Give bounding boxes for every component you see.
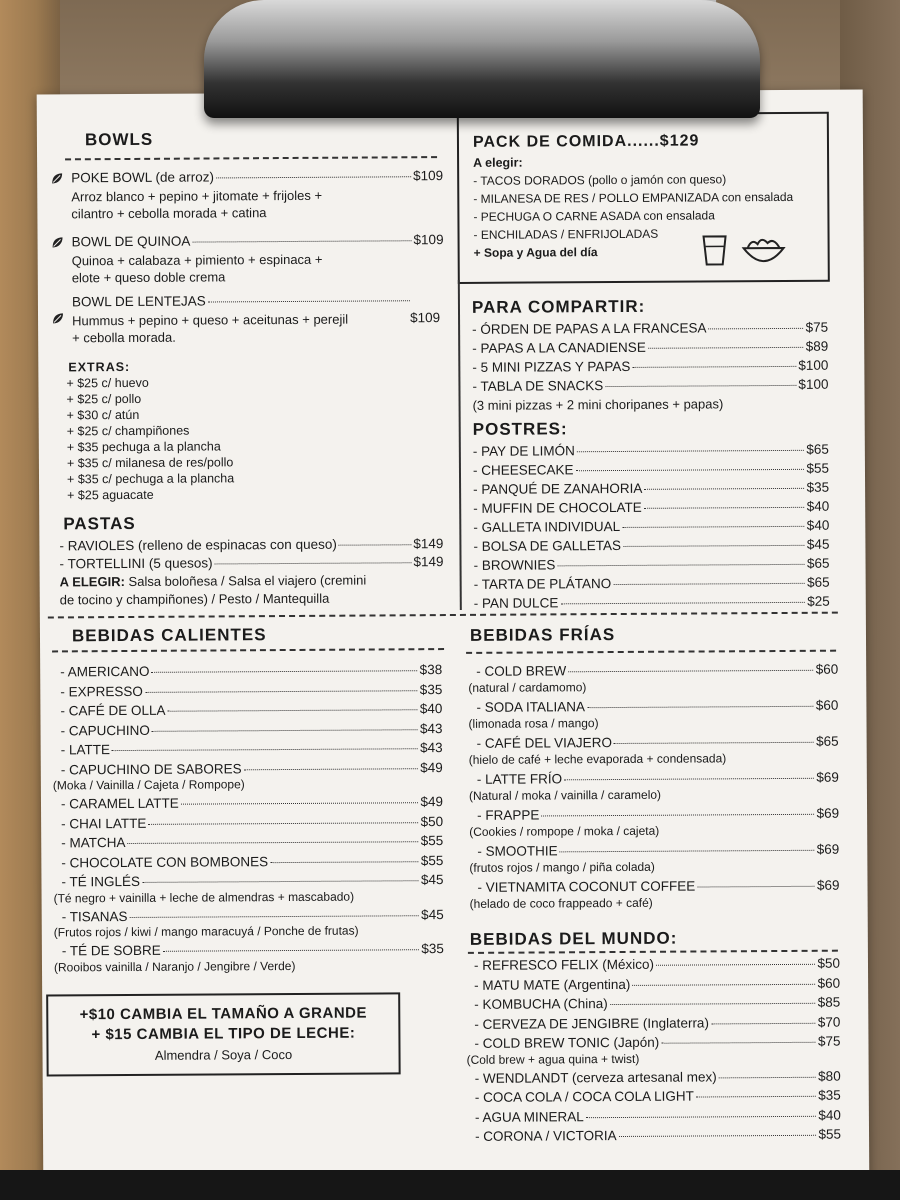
item-price: $100 <box>798 376 829 392</box>
menu-item <box>61 721 443 738</box>
salad-bowl-icon <box>742 234 786 266</box>
leader-dots <box>560 602 805 604</box>
clipboard-clip <box>204 0 760 118</box>
menu-paper <box>37 89 870 1188</box>
leader-dots <box>152 729 418 732</box>
item-name: - MUFFIN DE CHOCOLATE <box>473 499 642 516</box>
leader-dots <box>192 240 411 242</box>
item-price: $49 <box>420 794 444 810</box>
menu-item <box>475 1088 841 1105</box>
menu-item <box>72 292 412 309</box>
leader-dots <box>711 1022 816 1024</box>
compartir-title: PARA COMPARTIR: <box>471 296 646 317</box>
leader-dots <box>208 300 410 302</box>
item-detail: (Cookies / rompope / moka / cajeta) <box>469 823 660 839</box>
item-name: - PAY DE LIMÓN <box>472 443 575 459</box>
item-name: - WENDLANDT (cerveza artesanal mex) <box>474 1068 717 1086</box>
item-name: - MATU MATE (Argentina) <box>474 976 631 993</box>
item-name: - KOMBUCHA (China) <box>474 996 608 1012</box>
item-price: $55 <box>420 833 444 849</box>
leader-dots <box>661 1042 816 1044</box>
menu-item <box>473 461 829 478</box>
leader-dots <box>610 1003 816 1005</box>
item-price: $60 <box>815 661 839 677</box>
menu-item <box>473 537 829 554</box>
item-name: - CARAMEL LATTE <box>60 795 179 812</box>
leader-dots <box>708 328 803 330</box>
pack-title: PACK DE COMIDA......$129 <box>472 132 700 151</box>
item-name: BOWL DE LENTEJAS <box>71 293 206 310</box>
item-price: $75 <box>805 319 829 335</box>
mundo-divider <box>468 950 838 954</box>
item-name: - SMOOTHIE <box>477 843 558 859</box>
item-name: - MATCHA <box>61 835 126 851</box>
item-price: $65 <box>807 574 830 590</box>
leaf-icon <box>52 312 64 324</box>
item-price: $109 <box>413 232 444 248</box>
calientes-title: BEBIDAS CALIENTES <box>71 625 267 646</box>
menu-item <box>61 740 443 757</box>
item-name: - FRAPPE <box>477 807 540 823</box>
item-price: $35 <box>806 479 830 495</box>
menu-item <box>477 770 839 787</box>
extra-item: + $35 c/ pechuga a la plancha <box>66 471 235 487</box>
leader-dots <box>112 748 418 751</box>
pack-item: - ENCHILADAS / ENFRIJOLADAS <box>473 226 659 242</box>
menu-item <box>474 956 840 973</box>
leader-dots <box>576 469 805 471</box>
menu-item <box>476 662 838 679</box>
mundo-title: BEBIDAS DEL MUNDO: <box>469 928 678 949</box>
menu-item <box>59 554 443 571</box>
item-price: $55 <box>806 460 830 476</box>
extra-item: + $25 aguacate <box>67 487 154 503</box>
leader-dots <box>648 347 804 349</box>
item-name: - 5 MINI PIZZAS Y PAPAS <box>472 358 631 375</box>
item-price: $50 <box>420 813 444 829</box>
bowls-divider <box>65 156 437 160</box>
menu-item <box>477 842 839 859</box>
leader-dots <box>145 690 418 693</box>
leader-dots <box>697 886 815 888</box>
pack-item: - MILANESA DE RES / POLLO EMPANIZADA con ensalada <box>473 189 794 206</box>
item-price: $109 <box>409 310 441 326</box>
item-price: $55 <box>818 1126 842 1142</box>
item-price: $65 <box>816 733 839 749</box>
item-name: - REFRESCO FELIX (México) <box>473 956 655 973</box>
menu-item <box>474 575 830 592</box>
menu-item <box>61 853 443 870</box>
item-name: - TARTA DE PLÁTANO <box>473 576 612 592</box>
item-price: $35 <box>421 941 444 957</box>
item-detail: (frutos rojos / mango / piña colada) <box>469 859 655 875</box>
extra-item: + $35 c/ milanesa de res/pollo <box>66 455 234 471</box>
item-price: $45 <box>421 906 444 922</box>
item-price: $70 <box>817 1014 841 1030</box>
item-price: $100 <box>798 357 829 373</box>
leader-dots <box>560 850 815 853</box>
item-price: $35 <box>419 681 443 697</box>
menu-item <box>474 975 840 992</box>
menu-item <box>60 662 442 679</box>
item-name: - COLD BREW TONIC (Japón) <box>474 1034 660 1051</box>
item-name: - BOLSA DE GALLETAS <box>473 537 622 554</box>
item-price: $109 <box>413 168 444 184</box>
leader-dots <box>586 1115 817 1117</box>
item-desc: Quinoa + calabaza + pimiento + espinaca + <box>71 251 323 269</box>
leader-dots <box>215 562 412 564</box>
menu-item <box>61 833 443 850</box>
leader-dots <box>614 742 814 744</box>
item-name: - CAPUCHINO <box>60 722 150 738</box>
pack-choose-label: A elegir: <box>473 155 523 170</box>
item-price: $69 <box>816 769 839 785</box>
item-name: - EXPRESSO <box>60 683 143 699</box>
item-price: $38 <box>419 662 443 678</box>
item-price: $45 <box>806 536 830 552</box>
promo-line: +$10 CAMBIA EL TAMAÑO A GRANDE <box>79 1004 368 1024</box>
leader-dots <box>644 488 804 490</box>
item-detail: (Té negro + vainilla + leche de almendras + mascabado) <box>53 889 355 905</box>
menu-item <box>472 358 828 375</box>
frias-divider <box>466 650 836 654</box>
leader-dots <box>622 526 805 528</box>
choose-text: Salsa boloñesa / Salsa el viajero (cremini <box>128 572 367 589</box>
choose-label: A ELEGIR: <box>59 574 125 590</box>
leader-dots <box>142 880 419 883</box>
menu-item <box>475 1068 841 1085</box>
item-price: $149 <box>413 554 444 570</box>
menu-item <box>475 1107 841 1124</box>
leader-dots <box>587 706 814 708</box>
calientes-divider <box>52 648 444 652</box>
item-desc: elote + queso doble crema <box>71 269 226 286</box>
menu-item <box>477 734 839 751</box>
item-name: - TORTELLINI (5 quesos) <box>59 555 213 572</box>
item-name: - RAVIOLES (relleno de espinacas con queso) <box>59 536 337 554</box>
item-price: $55 <box>420 852 444 868</box>
item-price: $69 <box>816 877 840 893</box>
extra-item: + $25 c/ huevo <box>66 375 149 391</box>
item-name: - CAFÉ DE OLLA <box>60 702 166 719</box>
menu-item <box>473 480 829 497</box>
item-price: $40 <box>806 517 830 533</box>
leader-dots <box>656 964 815 966</box>
item-price: $69 <box>816 841 840 857</box>
item-detail: (Frutos rojos / kiwi / mango maracuyá / Ponche de frutas) <box>53 923 359 940</box>
menu-item <box>473 499 829 516</box>
item-desc: Hummus + pepino + queso + aceitunas + perejil <box>72 311 349 329</box>
item-name: - AMERICANO <box>60 663 150 680</box>
menu-item <box>476 698 838 715</box>
leader-dots <box>216 176 411 178</box>
item-name: - LATTE FRÍO <box>476 771 563 787</box>
item-detail: (Natural / moka / vainilla / caramelo) <box>468 787 662 803</box>
item-price: $65 <box>806 555 830 571</box>
leader-dots <box>339 544 412 545</box>
extra-item: + $30 c/ atún <box>66 407 140 423</box>
item-detail: (natural / cardamomo) <box>468 680 587 695</box>
pastas-choose <box>60 573 367 590</box>
item-name: - TISANAS <box>61 908 128 924</box>
leader-dots <box>564 778 814 781</box>
item-detail: (helado de coco frappeado + café) <box>469 895 653 911</box>
leader-dots <box>244 768 419 770</box>
item-detail: (Moka / Vainilla / Cajeta / Rompope) <box>52 777 245 793</box>
pack-extra: + Sopa y Agua del día <box>473 245 598 260</box>
menu-item <box>477 878 839 895</box>
menu-item <box>60 701 442 718</box>
item-price: $43 <box>419 720 443 736</box>
leader-dots <box>127 841 418 844</box>
extras-title: EXTRAS: <box>68 359 131 375</box>
item-desc: cilantro + cebolla morada + catina <box>71 205 267 222</box>
item-desc: + cebolla morada. <box>72 329 176 346</box>
promo-options: Almendra / Soya / Coco <box>154 1046 293 1063</box>
item-price: $75 <box>817 1033 841 1049</box>
leader-dots <box>557 564 805 567</box>
menu-item <box>71 168 443 185</box>
leader-dots <box>632 983 815 985</box>
menu-item <box>472 320 828 337</box>
compartir-note: (3 mini pizzas + 2 mini choripanes + papas) <box>472 396 724 413</box>
frias-title: BEBIDAS FRÍAS <box>469 625 616 645</box>
item-name: - CHEESECAKE <box>472 462 574 478</box>
item-name: - CAPUCHINO DE SABORES <box>60 760 242 777</box>
bowls-title: BOWLS <box>84 129 154 150</box>
leaf-icon <box>52 236 64 248</box>
item-name: BOWL DE QUINOA <box>71 233 191 250</box>
item-desc: Arroz blanco + pepino + jitomate + frijoles + <box>71 187 323 205</box>
item-price: $85 <box>817 994 841 1010</box>
leaf-icon <box>51 172 63 184</box>
item-price: $149 <box>413 536 444 552</box>
menu-item <box>61 794 443 811</box>
item-name: - AGUA MINERAL <box>474 1108 584 1125</box>
leader-dots <box>719 1076 816 1078</box>
item-price: $69 <box>816 805 840 821</box>
column-divider <box>458 280 462 610</box>
item-name: - TÉ DE SOBRE <box>61 942 161 959</box>
menu-item <box>474 556 830 573</box>
menu-item <box>62 907 444 924</box>
item-name: - PAPAS A LA CANADIENSE <box>472 339 646 356</box>
item-name: - CORONA / VICTORIA <box>474 1128 617 1144</box>
item-price: $35 <box>818 1087 841 1103</box>
extra-item: + $35 pechuga a la plancha <box>66 439 221 455</box>
item-price: $25 <box>807 593 830 609</box>
menu-item <box>474 594 830 611</box>
menu-item <box>472 377 828 394</box>
leader-dots <box>632 366 796 368</box>
item-name: - COCA COLA / COCA COLA LIGHT <box>474 1088 694 1105</box>
item-detail: (Cold brew + agua quina + twist) <box>466 1051 640 1067</box>
pastas-title: PASTAS <box>63 513 136 534</box>
menu-item <box>472 339 828 356</box>
item-price: $43 <box>420 740 443 756</box>
extra-item: + $25 c/ pollo <box>66 391 142 407</box>
choose-text: de tocino y champiñones) / Pesto / Mantequilla <box>59 590 330 608</box>
leader-dots <box>577 450 804 452</box>
section-divider <box>48 612 838 619</box>
postres-title: POSTRES: <box>472 419 568 439</box>
menu-item <box>474 995 840 1012</box>
item-name: - GALLETA INDIVIDUAL <box>473 518 621 535</box>
item-price: $50 <box>817 955 841 971</box>
item-detail: (limonada rosa / mango) <box>468 716 599 731</box>
extra-item: + $25 c/ champiñones <box>66 423 190 439</box>
menu-item <box>473 442 829 459</box>
leader-dots <box>623 545 805 547</box>
item-name: - LATTE <box>60 742 110 758</box>
leader-dots <box>696 1096 816 1098</box>
item-price: $45 <box>420 872 444 888</box>
item-price: $89 <box>805 338 829 354</box>
menu-item <box>475 1127 841 1144</box>
leader-dots <box>270 861 419 863</box>
leader-dots <box>619 1135 817 1137</box>
item-name: - PAN DULCE <box>473 595 559 611</box>
leader-dots <box>167 709 417 712</box>
leader-dots <box>163 949 420 952</box>
menu-item <box>61 760 443 777</box>
menu-item <box>62 941 444 958</box>
leader-dots <box>605 385 796 387</box>
item-name: - TABLA DE SNACKS <box>472 378 604 394</box>
leader-dots <box>151 670 417 673</box>
item-name: - SODA ITALIANA <box>476 699 585 715</box>
leader-dots <box>568 670 813 672</box>
item-price: $80 <box>818 1068 841 1084</box>
item-detail: (hielo de café + leche evaporada + condensada) <box>468 751 727 767</box>
item-name: - VIETNAMITA COCONUT COFFEE <box>477 878 696 895</box>
menu-item <box>61 814 443 831</box>
item-name: - CHAI LATTE <box>61 815 147 831</box>
menu-item <box>61 872 443 889</box>
drink-glass-icon <box>702 234 728 266</box>
menu-item <box>59 536 443 553</box>
pack-item: - TACOS DORADOS (pollo o jamón con queso) <box>473 172 727 188</box>
pack-item: - PECHUGA O CARNE ASADA con ensalada <box>473 208 715 224</box>
promo-line: + $15 CAMBIA EL TIPO DE LECHE: <box>91 1024 356 1044</box>
item-name: - CERVEZA DE JENGIBRE (Inglaterra) <box>474 1014 709 1032</box>
menu-item <box>72 232 444 249</box>
item-name: - TÉ INGLÉS <box>61 873 141 890</box>
item-name: POKE BOWL (de arroz) <box>71 169 215 186</box>
item-price: $65 <box>806 441 829 457</box>
item-name: - COLD BREW <box>476 663 567 679</box>
item-price: $60 <box>817 975 841 991</box>
item-price: $40 <box>818 1107 841 1123</box>
item-name: - BROWNIES <box>473 557 556 573</box>
menu-item <box>60 682 442 699</box>
menu-item <box>474 1034 840 1051</box>
leader-dots <box>148 822 418 825</box>
item-name: - CAFÉ DEL VIAJERO <box>476 735 612 751</box>
leader-dots <box>613 583 805 585</box>
item-detail: (Rooibos vainilla / Naranjo / Jengibre / Verde) <box>53 958 296 974</box>
item-name: - CHOCOLATE CON BOMBONES <box>61 853 269 870</box>
leader-dots <box>129 915 419 918</box>
item-name: - PANQUÉ DE ZANAHORIA <box>473 480 643 497</box>
menu-item <box>477 806 839 823</box>
item-name: - ÓRDEN DE PAPAS A LA FRANCESA <box>472 320 707 337</box>
item-price: $40 <box>806 498 830 514</box>
item-price: $40 <box>419 701 443 717</box>
item-price: $60 <box>815 697 839 713</box>
menu-item <box>474 1014 840 1031</box>
item-price: $49 <box>420 759 443 775</box>
leader-dots <box>541 814 814 817</box>
leader-dots <box>644 507 805 509</box>
menu-item <box>473 518 829 535</box>
leader-dots <box>181 802 419 804</box>
table-edge <box>0 1170 900 1200</box>
